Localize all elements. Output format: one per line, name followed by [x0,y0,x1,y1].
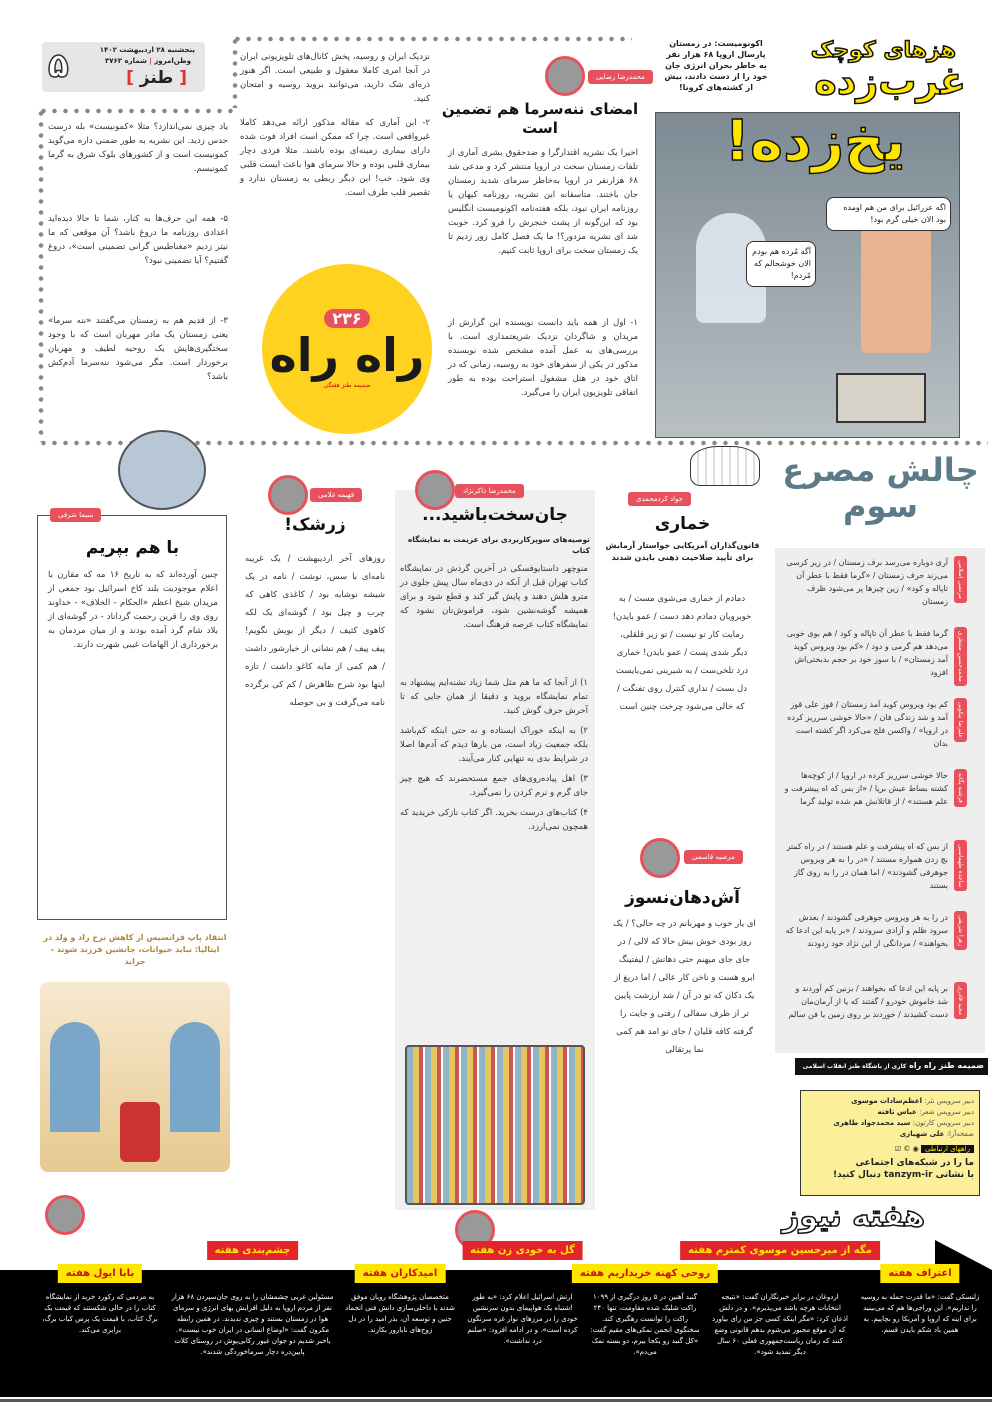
social-icons[interactable]: ◉ © ☑ [894,1145,919,1153]
article-title: جان‌سخت‌باشید... [422,505,568,525]
logo-number: ۲۳۶ [324,309,369,328]
weekly-logo: هفته نیوز [782,1199,925,1234]
weekly-label: اعتراف هفته [880,1264,959,1283]
social-cta: ما را در شبکه‌های اجتماعی [855,1158,974,1168]
tip-item: ۳) اهل پیاده‌روی‌های جمع مستحضرند که هیچ چیز جای گرم و نرم کردن را نمی‌گیرد. [400,774,588,798]
challenge-poem: بر پایه این ادعا که بخواهند / بزنین کم آوردند و شد خاموش خودرو / گفتند که یا از آرمان‌مان دست کشیدند / خوردند بر روی زمین یا فن سالم [788,984,948,1019]
pope-cartoon [40,982,230,1172]
headline-line: یخ‌زده! [724,109,906,174]
credit-name: عباس تافته [877,1108,917,1116]
cover-kicker: اکونومیست: در زمستان پارسال اروپا ۶۸ هزار نفر به خاطر بحران انرژی جان خود را از دست دادند، بیش از کشته‌های کرونا! [664,39,768,92]
article-title: با هم بپریم [85,538,180,558]
cover-headline [776,38,966,103]
poet-badge: مجید قادری [954,982,967,1019]
challenge-poem: کم بود ویروس کوید آمد زمستان / قوز علی قوز آمد و شد زندگی‌ فان / «حالا خوشی سرریز کرده در اروپا» / واکسن فلج می‌کرد اگر کشته است بدان [787,700,948,748]
weekly-text: مسئولین غربی چشمشان را به روی جان‌سپردن ۶۸ هزار نفر از مردم اروپا به دلیل افزایش بهای انرژی و سرمای هوا در زمستان بستند و چیزی ندیدند. در همین رابطه مکرون گفت: «اوضاع انسانی در ایران خوب نیست». یاخبر شدیم دو جوان غیور رکابی‌پوش در روستای کلات پایین‌دره دچار سرماخوردگی شدند». [171,1293,334,1356]
author-avatar [415,470,455,510]
credit-role: دبیر سرویس نثر: [924,1097,974,1105]
challenge-poem: حالا خوشی سرریز کرده در اروپا / از کوچه‌ها کشته بساط عیش برپا / «از بس که اه پیشرفت و علم هستند» / از قاتلانش هم شده تولید گرما [784,771,948,806]
article-title: آش‌دهان‌نسوز [625,888,740,908]
challenge-poem: گرما فقط با عطر آن تاپاله و کود / هم بوی خوبی می‌دهد هم گرمی و دود / «کم بود ویروس کوید آمد زمستان» / با سوز خود بر حجم بدبختی‌اش افزود [786,629,948,677]
credit-role: صفحه‌آرا: [946,1130,974,1138]
poet-badge: ساجده طهماسبی [954,840,967,891]
credit-line [806,1129,974,1140]
credits-header [795,1058,988,1075]
article-col: یاد چیزی نمی‌اندازد؟ مثلا «کمونیست» بله درست حدس زدید. این نشریه به طور ضمنی داره می‌گوید کمونیست است و از کشورهای بلوک شرق به گرما کمونیسم. [48,122,228,174]
credit-role: دبیر سرویس کارتون: [912,1119,974,1127]
author-badge: سیما شرفی [50,508,101,522]
section-name: [ طنز ] [126,68,187,88]
weekly-label: بابا ایول هفته [58,1264,142,1283]
poem-body: ای یار خوب و مهربانم در چه حالی؟ / یک روز بودی خوش بیش حالا که لالی / در جای جای میهنم حتی دهاتش / لیفتینگ ابرو هست و ناخن کار عالی / اما دریغ از یک دکان که تو در آن / شد ارزشت پایین تر از ظرف سفالی / رفتی و جایت را گرفته کافه قلیان / جای تو امد هم کمی نما پرتقالی [613,919,756,1055]
challenge-poem: از بس که اه پیشرفت و علم هستند / در راه کمتر بچ زدن همواره مستند / «در را به هر ویروس جوهرفی گشودند» / اما همان در را به روی گاز بستند [786,842,948,890]
issue-number: شماره ۳۷۶۳ [104,57,147,65]
tip-item: ۱) از آنجا که ما هم مثل شما زیاد تشنه‌ایم پیشنهاد به تمام نمایشگاه بروید و دقیقا از همان جایی که تا آخرش حرف گوش کنید. [400,678,588,716]
weekly-text: به مردمی که رکورد خرید از نمایشگاه کتاب را در حالی شکستند که قیمت یک برگ کتاب، با قیمت یک پرس کباب برگ، برابری می‌کند. [42,1293,158,1334]
article-body: چنین آورده‌اند که به تاریخ ۱۶ مه که مقارن با اعلام موجودیت بلند کاخ اسرائیل بود جمعی از مریدان شیخ اعظم «الحکام - الخلاف» - خداوند روی وی را قرین رحمت گرداناد - در گوشه‌ای از بلاد شام گرد آمده بودند و از میان مردمان به برخورداری از الهامات غیبی شهرت دارند. [48,570,218,650]
author-badge: مرضیه قاسمی [684,850,743,864]
credit-name: سید محمدجواد طاهری [833,1119,911,1127]
tip-item: ۴) کتاب‌های درست بخرید. اگر کتاب نازکی خریدید که همچون نمی‌ارزد. [400,808,588,832]
credit-line [806,1118,974,1129]
raah-raah-logo [262,264,432,434]
author-badge: محمدرضا رضایی [588,70,653,84]
page-number: ۵ [48,46,69,86]
weekly-label: امیدکاران هفته [355,1264,446,1283]
masthead-date: پنجشنبه ۲۸ اردیبهشت ۱۴۰۲ [99,46,195,54]
credit-line [806,1096,974,1107]
church-window [50,1022,100,1132]
poet-badge: فرشته یگانه [954,769,967,807]
credits-box [800,1090,980,1196]
paper-name: وطن‌امروز [154,57,191,65]
social-cta[interactable]: با نشانی tanzym-ir دنبال کنید! [833,1170,974,1180]
masthead-issue: وطن‌امروز | شماره ۳۷۶۳ [104,57,191,65]
weekly-text: گنبد آهنین در ۵ روز درگیری از ۱۰۹۹ راکت شلیک شده مقاومت، تنها ۲۴۰ راکت را توانست رهگیری کند. سخنگوی انجمن نمکی‌های مقیم گفت: «کل گنبد رو یکجا بیرم، دو بسته نمک می‌دم». [590,1293,700,1356]
logo-name: راه راه [269,328,425,382]
article-title: زرشک! [284,515,346,535]
headline-line: هزهای کوچک [810,38,956,63]
challenge-poem: در را به هر ویروس جوهرفی گشودند / بعدش سرود ظلم و آزادی سرودند / «بر پایه این ادعا که بخواهند» / مردانگی از این نژاد خود زدودند [785,913,948,948]
church-window [170,1022,220,1132]
article-col: ۲- این آماری که مقاله مذکور ارائه می‌دهد کاملا غیرواقعی است. چرا که ممکن است افراد فوت شده دارای بیماری زمینه‌ای بوده باشند. مثلا فردی دچار بیماری قلبی بوده و حالا سرمای هوا باعث ایست قلبی وی شود. خب! این دیگر ربطی به زمستان ندارد و تقصیر قلب طرف است. [240,118,430,198]
poet-badge: زهرا شریفی [954,911,967,950]
masthead [42,42,205,92]
author-badge: محمدرضا ذاکرنژاد [455,484,524,498]
weekly-text: ارتش اسرائیل اعلام کرد: «به طور اشتباه یک هواپیمای بدون سرنشین خودی را در مرزهای نوار غزه سرنگون کرده است». و در ادامه افزود: «صلنم درد نداشت». [467,1293,578,1345]
article-subtitle: قانون‌گذاران آمریکایی خواستار آزمایش برای تأیید صلاحیت ذهنی بایدن شدند [605,541,760,562]
speech-bubble: آگه مُرده‌ هم بودم الان خوشحالم که مُردم! [746,241,816,287]
tips-list [400,676,588,840]
article-title: امضای ننه‌سرما هم تضمین است [441,100,639,137]
pope-figure [120,1102,160,1162]
typewriter-illustration [118,430,206,510]
logo-sub: ضمیمه طنز هفتگی [323,382,371,389]
poet-badge: مرتضی اسلامی [954,556,967,603]
speech-bubble: اگه عزرائیل برای من هم اومده بود الان خیلی گرم بود! [826,197,951,231]
article-col: نزدیک ایران و روسیه، پخش کانال‌های تلویزیونی ایران در آنجا امری کاملا معقول و طبیعی است. اگر هنوز ذره‌ای شک دارید، می‌توانید بروید روسیه و امتحان کنید. [240,52,430,104]
credit-name: علی شهبازی [899,1130,945,1138]
poet-badge: علیرضا نیکویی [954,698,967,742]
article-subtitle: توصیه‌های سوپرکاربردی برای عزیمت به نمایشگاه کتاب [407,535,590,555]
challenge-poem: آری دوباره می‌رسد برف زمستان / در زیر کرسی می‌زند حرف زمستان / «گرما فقط با عطر آن تاپاله و کود» / زین چیزها پر می‌شود ظرف زمستان [786,558,948,606]
credit-role: دبیر سرویس شعر: [919,1108,974,1116]
weekly-label: چشم‌بندی هفته [207,1241,299,1260]
credits-title: ضمیمه طنز راه راه [909,1061,984,1070]
weekly-label: مگه از میرحسین موسوی کمترم هفته [680,1241,880,1260]
weekly-label: روحی کهنه خریداریم هفته [572,1264,718,1283]
credits-subtitle: کاری از باشگاه طنز انقلاب اسلامی [802,1063,907,1070]
weekly-text: زلنسکی گفت: «ما قدرت حمله به روسیه را نداریم». این وراجی‌ها هم که می‌بینید برای اینه که اروپا و آمریکا رو بچاپیم. به همین باد شکم بایدن قسم. [860,1293,980,1334]
credit-name: اعظم‌سادات موسوی [851,1097,922,1105]
article-col: ۵- همه این حرف‌ها به کنار، شما تا حالا دیده‌اید اعدادی روزنامه ما دروغ باشد؟ آن موقعی که ما نیتر زدیم «مغناطیس گرانی تضمینی است»، دروغ گفتیم؟ آیا تضمینی نبود؟ [48,214,228,266]
hat-illustration [690,446,760,486]
author-avatar [45,1195,85,1235]
author-avatar [545,56,585,96]
challenge-title: چالش مصرع سوم [782,451,979,525]
bottom-rule [0,1399,992,1402]
bookshelf-illustration [405,1045,585,1205]
weekly-text: اردوغان در برابر خبرنگاران گفت: «نتیجه انتخابات هرچه باشد می‌پذیرم». و در دلش اذعان کرد: «مگر اینکه کسی جز من رای بیاورد که آن موقع مجبور می‌شوم بدهم قانونی وضع کنند که زمان ریاست‌جمهوری فعلی ۶۰ سال دیگر تمدید شود». [712,1293,848,1356]
article-body: ۱- اول از همه باید دانست نویسنده این گزارش از مریدان و شاگردان نزدیک شریعتمداری است. با بررسی‌های به عمل آمده مشخص شده نویسنده مذکور در یکی از سفرهای خود به روسیه، زمانی که در اتاق خود در هتل مشغول استراحت بوده به طور اتفاقی تلویزیون ایران را می‌گیرد. [448,318,638,398]
weekly-text: متخصصان پژوهشگاه رویان موفق شدند با داخلی‌سازی دانش فنی انجماد جنین و توسعه آن، بذر امید را در دل زوج‌های نابارور بکارند. [345,1293,455,1334]
social-label: راههای ارتباطی [921,1145,974,1153]
author-avatar [268,475,308,515]
author-badge: جواد کردمحمدی [628,492,691,506]
tip-item: ۲) به اینکه خوراک ایستاده و نه حتی اینکه کم‌باشد بلکه جمعیت زیاد است، من بارها دیدم که آدم‌ها اصلا در شرایط بدی به تنهایی کنار می‌آیند. [400,726,588,764]
credit-line [806,1107,974,1118]
weekly-label: گل به خودی زن هفته [462,1241,583,1260]
article-body: منوچهر داستایوفسکی در آخرین گردش در نمایشگاه کتاب تهران قبل از آنکه در دی‌ماه سال پیش جلوی در مترو هلش دهند و پایش گیر کند و قطع شود و برای همیشه گوشه‌نشین شود، فراموش‌تان نشود که نمایشگاه کتاب عرصه فرهنگ است. [400,564,588,630]
article-col: ۳- از قدیم هم به زمستان می‌گفتند «ننه سرما» یعنی زمستان یک مادر مهربان است که با وجود سختگیری‌هایش یک روحیه لطیف و مهربان برخوردار است. مگر می‌شود ننه‌سرما آدم‌کش باشد؟ [48,316,228,382]
cartoon-caption: انتقاد پاپ فرانسیس از کاهش نرخ زاد و ولد در ایتالیا: نباید حیوانات، جانشین فرزند شوند - جراید [43,933,227,966]
article-title: خماری [654,514,711,534]
headline-line: غرب‌زده [814,59,966,103]
author-avatar [640,838,680,878]
author-badge: فهیمه غلامی [310,488,362,502]
heater [836,373,926,423]
poem-body: دمادم از خماری می‌شوی مست / به خوبرویان دمادم دهد دست / عمو بایدن! رمایت کار تو نیست / تو زیر قلقلی، دیگر شدی پست / عمو بایدن! خماری درد تلخی‌ست / به شیرینی نمی‌بایست دل بست / نداری کنترل روی تفنگت / که خالی می‌شود چرخت چنین است [612,594,752,712]
poet-badge: محمدحسین منتظری [954,627,967,686]
article-body: اخیرا یک نشریه اقتدارگرا و ضدحقوق بشری آماری از تلفات زمستان سخت در اروپا منتشر کرد و مدعی شد ۶۸ هزارنفر در اروپا به‌خاطر سرمای شدید زمستان جان باختند. متاسفانه این نشریه، روزنامه کیهان یا روزنامه ایران نبود، بلکه هفته‌نامه اکونومیست انگلیس بود که این‌گونه از پشت خنجرش را فرو کرد. خوبت شد ای نشریه مزدور؟! ما یک فصل کامل زور زدیم تا یک زمستان سخت برای اروپا ثابت کنیم. [448,148,638,256]
poem-body: روزهای آخر اردیبهشت / یک غریبه نامه‌ای با سس، نوشت / نامه در یک شیشه نوشابه بود / کاغذی کاهی که چرب و چیل بود / گوشه‌ای یک لکه کاهوی کثیف / دیگر از بویش نگویم! پیف پیف / هم نشانی از خیارشور داشت / هم کمی از مایه کاغو داشت / تازه اینها بود شرح ظاهرش / کم کی برگرده نامه می‌گرفت و بی حوصله [245,554,385,708]
